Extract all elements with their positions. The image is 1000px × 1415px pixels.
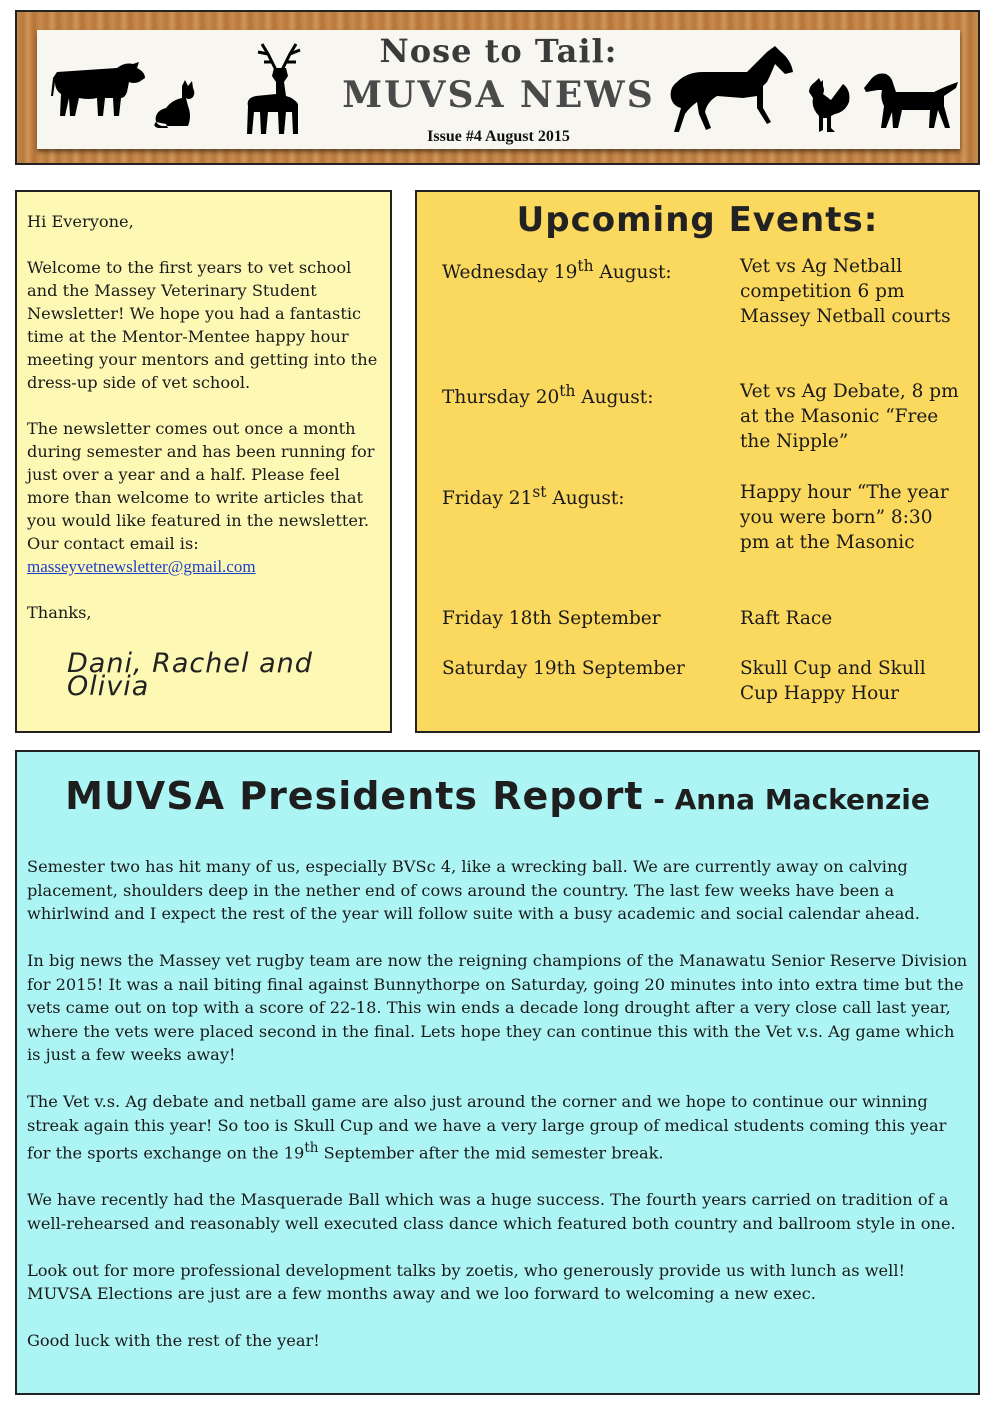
welcome-paragraph-2-block xyxy=(27,417,380,578)
report-heading xyxy=(17,774,978,818)
banner-panel xyxy=(37,30,960,149)
dog-icon xyxy=(862,70,962,132)
events-title: Upcoming Events: xyxy=(516,200,879,240)
report-paragraph: Look out for more professional development talks by zoetis, who generously provide us with lunch as well! MUVSA Elections are just are a few months away and we loo forward to welcoming a new exec. xyxy=(27,1260,905,1304)
event-date: Wednesday 19th August: xyxy=(442,257,672,284)
welcome-thanks: Thanks, xyxy=(27,603,92,622)
report-title-dash: - xyxy=(643,783,675,816)
upcoming-events-panel xyxy=(415,190,980,733)
report-author: Anna Mackenzie xyxy=(674,783,930,816)
report-paragraph: The Vet v.s. Ag debate and netball game are also just around the corner and we hope to continue our winning streak again this year! So too is Skull Cup and we have a very large group of medical students coming this year for the sports exchange on the 19th September after the mid semester break. xyxy=(27,1092,947,1163)
event-date: Friday 21st August: xyxy=(442,483,625,510)
report-title: MUVSA Presidents Report xyxy=(65,774,644,818)
welcome-greeting: Hi Everyone, xyxy=(27,212,134,231)
report-paragraph: Good luck with the rest of the year! xyxy=(27,1331,320,1351)
event-date: Saturday 19th September xyxy=(442,658,685,679)
event-date: Friday 18th September xyxy=(442,608,661,629)
welcome-note xyxy=(15,190,392,733)
signature: Dani, Rachel and Olivia xyxy=(67,648,313,702)
issue-label: Issue #4 August 2015 xyxy=(427,128,570,145)
event-date: Thursday 20th August: xyxy=(442,382,654,409)
newsletter-title-line1: Nose to Tail: xyxy=(379,32,618,70)
newsletter-title-line2: MUVSA NEWS xyxy=(342,74,655,116)
event-description: Vet vs Ag Debate, 8 pm at the Masonic “Free the Nipple” xyxy=(740,381,959,452)
event-description: Raft Race xyxy=(740,608,833,629)
welcome-paragraph-2: The newsletter comes out once a month during semester and has been running for just over a year and a half. Please feel more than welcome to write articles that you would like featured in the newsletter. Our contact email is: xyxy=(27,419,375,553)
contact-email-link[interactable]: masseyvetnewsletter@gmail.com xyxy=(27,557,256,576)
report-body xyxy=(27,855,972,1376)
rooster-icon xyxy=(807,78,852,134)
header-banner xyxy=(15,10,980,165)
report-paragraph: In big news the Massey vet rugby team are now the reigning champions of the Manawatu Senior Reserve Division for 2015! It was a nail biting final against Bunnythorpe on Saturday, going 20 minutes into into extra time but the vets came out on top with a score of 22-18. This win ends a decade long drought after a very close call last year, where the vets were placed second in the final. Lets hope they can continue this with the Vet v.s. Ag game which is just a few weeks away! xyxy=(27,951,968,1064)
report-paragraph: We have recently had the Masquerade Ball which was a huge success. The fourth years carried on tradition of a well-rehearsed and reasonably well executed class dance which featured both country and ballroom style in one. xyxy=(27,1190,956,1233)
horse-icon xyxy=(667,42,802,134)
report-paragraph: Semester two has hit many of us, especially BVSc 4, like a wrecking ball. We are currently away on calving placement, shoulders deep in the nether end of cows around the country. The last few weeks have been a whirlwind and I expect the rest of the year will follow suite with a busy academic and social calendar ahead. xyxy=(27,857,920,923)
welcome-paragraph-1: Welcome to the first years to vet school and the Massey Veterinary Student Newsletter! We hope you had a fantastic time at the Mentor-Mentee happy hour meeting your mentors and getting into the dress-up side of vet school. xyxy=(27,258,378,392)
presidents-report xyxy=(15,750,980,1395)
event-description: Vet vs Ag Netball competition 6 pm Massey Netball courts xyxy=(740,256,951,327)
event-description: Skull Cup and Skull Cup Happy Hour xyxy=(740,658,926,704)
event-description: Happy hour “The year you were born” 8:30 pm at the Masonic xyxy=(740,482,949,553)
